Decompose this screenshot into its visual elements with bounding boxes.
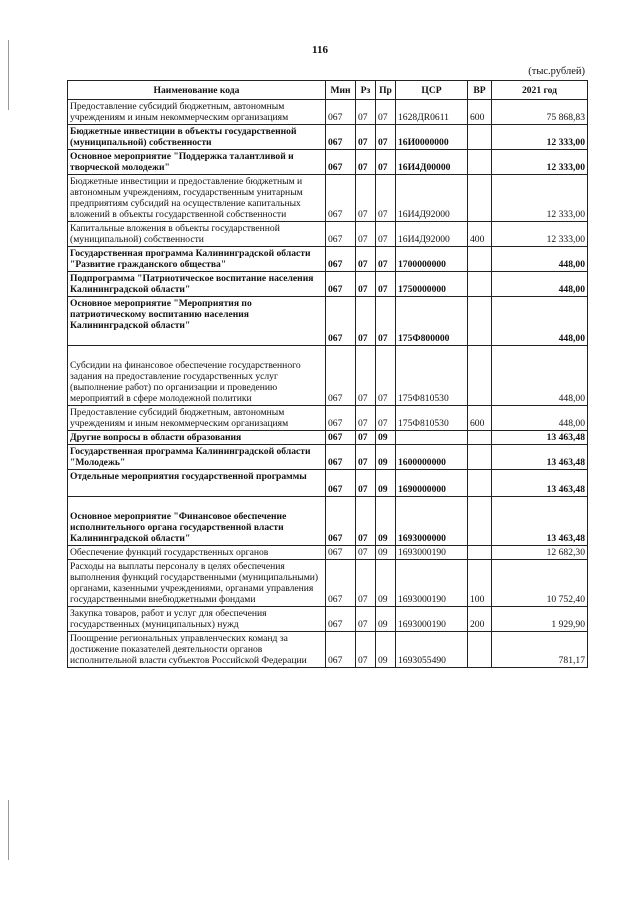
cell-name: Основное мероприятие "Финансовое обеспечение исполнительного органа государственной власти Калининградской области" [68, 497, 326, 546]
cell-amount: 448,00 [492, 297, 588, 346]
cell-amount: 448,00 [492, 247, 588, 272]
table-row [68, 297, 588, 346]
col-header-name: Наименование кода [68, 81, 326, 100]
cell-csr: 16И4Д92000 [396, 222, 468, 247]
page-number: 116 [312, 44, 328, 56]
cell-rz: 07 [356, 150, 376, 175]
cell-amount: 10 752,40 [492, 560, 588, 607]
table-row [68, 607, 588, 632]
cell-name: Предоставление субсидий бюджетным, автономным учреждениям и иным некоммерческим организациям [68, 100, 326, 125]
cell-vr: 200 [468, 607, 492, 632]
cell-vr [468, 272, 492, 297]
cell-csr: 175Ф810530 [396, 406, 468, 431]
cell-name: Государственная программа Калининградской области "Развитие гражданского общества" [68, 247, 326, 272]
cell-pr: 07 [376, 100, 396, 125]
cell-pr: 07 [376, 272, 396, 297]
cell-rz: 07 [356, 125, 376, 150]
cell-csr [396, 431, 468, 445]
cell-rz: 07 [356, 297, 376, 346]
cell-csr: 16И0000000 [396, 125, 468, 150]
cell-csr: 1628ДR0611 [396, 100, 468, 125]
table-row [68, 175, 588, 222]
cell-amount: 1 929,90 [492, 607, 588, 632]
cell-amount: 12 333,00 [492, 125, 588, 150]
cell-vr [468, 247, 492, 272]
cell-name: Капитальные вложения в объекты государственной (муниципальной) собственности [68, 222, 326, 247]
cell-name: Предоставление субсидий бюджетным, автономным учреждениям и иным некоммерческим организациям [68, 406, 326, 431]
cell-csr: 1693000190 [396, 607, 468, 632]
cell-name: Закупка товаров, работ и услуг для обеспечения государственных (муниципальных) нужд [68, 607, 326, 632]
cell-min: 067 [326, 431, 356, 445]
col-header-vr: ВР [468, 81, 492, 100]
cell-min: 067 [326, 560, 356, 607]
cell-vr [468, 297, 492, 346]
cell-csr: 1750000000 [396, 272, 468, 297]
cell-name: Основное мероприятие "Мероприятия по патриотическому воспитанию населения Калининградской области" [68, 297, 326, 346]
table-row [68, 222, 588, 247]
table-row [68, 560, 588, 607]
table-row [68, 445, 588, 470]
cell-name: Отдельные мероприятия государственной программы [68, 470, 326, 497]
table-row [68, 247, 588, 272]
units-label: (тыс.рублей) [528, 66, 585, 77]
cell-name: Государственная программа Калининградской области "Молодежь" [68, 445, 326, 470]
cell-csr: 1693055490 [396, 632, 468, 668]
cell-name: Поощрение региональных управленческих команд за достижение показателей деятельности органов исполнительной власти субъектов Российской Федерации [68, 632, 326, 668]
cell-vr [468, 470, 492, 497]
cell-pr: 07 [376, 297, 396, 346]
cell-pr: 07 [376, 150, 396, 175]
cell-min: 067 [326, 406, 356, 431]
cell-pr: 09 [376, 445, 396, 470]
cell-amount: 448,00 [492, 406, 588, 431]
cell-name: Бюджетные инвестиции в объекты государственной (муниципальной) собственности [68, 125, 326, 150]
cell-csr: 1600000000 [396, 445, 468, 470]
cell-vr [468, 497, 492, 546]
cell-amount: 12 333,00 [492, 175, 588, 222]
cell-rz: 07 [356, 560, 376, 607]
cell-amount: 13 463,48 [492, 497, 588, 546]
cell-rz: 07 [356, 470, 376, 497]
cell-vr [468, 150, 492, 175]
cell-vr: 600 [468, 100, 492, 125]
cell-pr: 09 [376, 632, 396, 668]
cell-min: 067 [326, 297, 356, 346]
cell-pr: 09 [376, 497, 396, 546]
cell-amount: 12 333,00 [492, 222, 588, 247]
cell-pr: 07 [376, 406, 396, 431]
cell-min: 067 [326, 470, 356, 497]
cell-rz: 07 [356, 346, 376, 406]
cell-min: 067 [326, 175, 356, 222]
col-header-rz: Рз [356, 81, 376, 100]
col-header-pr: Пр [376, 81, 396, 100]
cell-name: Подпрограмма "Патриотическое воспитание населения Калининградской области" [68, 272, 326, 297]
cell-vr [468, 175, 492, 222]
cell-name: Основное мероприятие "Поддержка талантливой и творческой молодежи" [68, 150, 326, 175]
cell-amount: 13 463,48 [492, 431, 588, 445]
cell-pr: 07 [376, 125, 396, 150]
cell-amount: 12 682,30 [492, 546, 588, 560]
cell-amount: 13 463,48 [492, 470, 588, 497]
cell-name: Субсидии на финансовое обеспечение государственного задания на предоставление государственных услуг (выполнение работ) по организации и проведению мероприятий в сфере молодежной политики [68, 346, 326, 406]
cell-pr: 09 [376, 431, 396, 445]
cell-csr: 16И4Д00000 [396, 150, 468, 175]
cell-rz: 07 [356, 431, 376, 445]
cell-vr [468, 431, 492, 445]
cell-min: 067 [326, 100, 356, 125]
cell-amount: 448,00 [492, 346, 588, 406]
cell-amount: 12 333,00 [492, 150, 588, 175]
cell-pr: 09 [376, 560, 396, 607]
cell-name: Другие вопросы в области образования [68, 431, 326, 445]
cell-min: 067 [326, 445, 356, 470]
cell-csr: 175Ф810530 [396, 346, 468, 406]
cell-vr [468, 632, 492, 668]
binding-margin-line [8, 800, 9, 860]
cell-min: 067 [326, 632, 356, 668]
cell-amount: 75 868,83 [492, 100, 588, 125]
cell-vr: 600 [468, 406, 492, 431]
cell-min: 067 [326, 346, 356, 406]
cell-pr: 07 [376, 175, 396, 222]
cell-amount: 13 463,48 [492, 445, 588, 470]
cell-name: Бюджетные инвестиции и предоставление бюджетным и автономным учреждениям, государственным унитарным предприятиям субсидий на осуществление капитальных вложений в объекты государственной собственности [68, 175, 326, 222]
cell-pr: 09 [376, 546, 396, 560]
col-header-min: Мин [326, 81, 356, 100]
cell-csr: 16И4Д92000 [396, 175, 468, 222]
cell-rz: 07 [356, 247, 376, 272]
cell-pr: 07 [376, 346, 396, 406]
cell-rz: 07 [356, 175, 376, 222]
cell-vr [468, 346, 492, 406]
cell-vr [468, 445, 492, 470]
table-row [68, 497, 588, 546]
cell-csr: 1693000190 [396, 546, 468, 560]
cell-rz: 07 [356, 272, 376, 297]
cell-pr: 07 [376, 222, 396, 247]
cell-rz: 07 [356, 445, 376, 470]
table-row [68, 431, 588, 445]
cell-min: 067 [326, 607, 356, 632]
cell-rz: 07 [356, 406, 376, 431]
table-row [68, 470, 588, 497]
cell-min: 067 [326, 497, 356, 546]
cell-rz: 07 [356, 497, 376, 546]
col-header-year: 2021 год [492, 81, 588, 100]
cell-vr [468, 125, 492, 150]
table-row [68, 272, 588, 297]
table-body [68, 100, 588, 668]
cell-name: Обеспечение функций государственных органов [68, 546, 326, 560]
cell-rz: 07 [356, 632, 376, 668]
budget-table [67, 80, 588, 668]
cell-min: 067 [326, 150, 356, 175]
cell-csr: 1690000000 [396, 470, 468, 497]
cell-min: 067 [326, 272, 356, 297]
cell-amount: 448,00 [492, 272, 588, 297]
cell-pr: 09 [376, 470, 396, 497]
col-header-csr: ЦСР [396, 81, 468, 100]
table-row [68, 406, 588, 431]
cell-pr: 09 [376, 607, 396, 632]
cell-rz: 07 [356, 100, 376, 125]
cell-vr [468, 546, 492, 560]
cell-csr: 1693000000 [396, 497, 468, 546]
cell-pr: 07 [376, 247, 396, 272]
table-row [68, 125, 588, 150]
cell-csr: 1693000190 [396, 560, 468, 607]
table-row [68, 346, 588, 406]
cell-csr: 1700000000 [396, 247, 468, 272]
cell-vr: 400 [468, 222, 492, 247]
table-row [68, 150, 588, 175]
cell-min: 067 [326, 247, 356, 272]
table-row [68, 100, 588, 125]
table-row [68, 546, 588, 560]
table-header-row [68, 81, 588, 100]
cell-rz: 07 [356, 222, 376, 247]
cell-csr: 175Ф800000 [396, 297, 468, 346]
table-row [68, 632, 588, 668]
cell-amount: 781,17 [492, 632, 588, 668]
cell-min: 067 [326, 222, 356, 247]
cell-min: 067 [326, 125, 356, 150]
cell-vr: 100 [468, 560, 492, 607]
cell-rz: 07 [356, 546, 376, 560]
cell-rz: 07 [356, 607, 376, 632]
cell-min: 067 [326, 546, 356, 560]
cell-name: Расходы на выплаты персоналу в целях обеспечения выполнения функций государственными (муниципальными) органами, казенными учреждениями, органами управления государственными внебюджетными фондами [68, 560, 326, 607]
